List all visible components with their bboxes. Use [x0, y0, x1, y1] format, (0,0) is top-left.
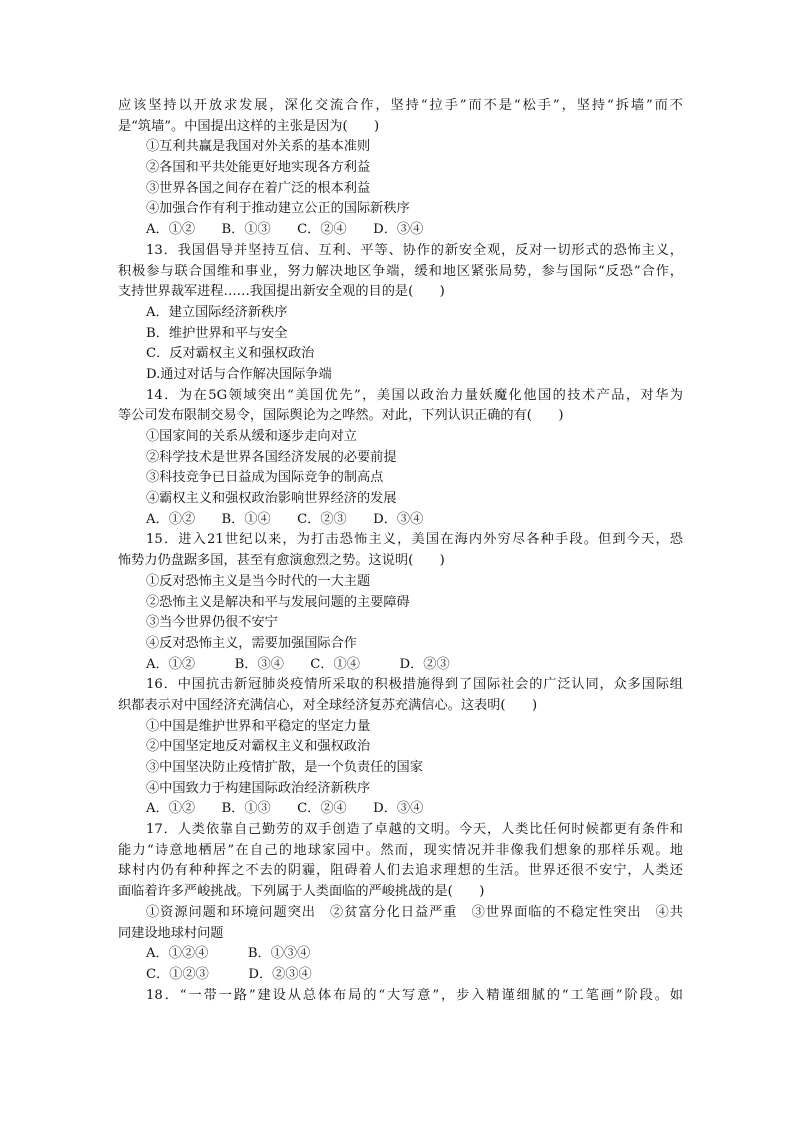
question-text-line: 积极参与联合国维和事业，努力解决地区争端，缓和地区紧张局势，参与国际“反恐”合作，	[118, 263, 683, 279]
answer-option: ③科技竞争已日益成为国际竞争的制高点	[146, 470, 384, 486]
question-17	[118, 820, 683, 986]
answer-choices: A．①② B．①④ C．②③ D．③④	[146, 511, 424, 527]
question-text-line: 17．人类依靠自己勤劳的双手创造了卓越的文明。今天，人类比任何时候都更有条件和	[146, 822, 683, 838]
answer-option: ①中国是维护世界和平稳定的坚定力量	[146, 718, 371, 734]
answer-option: B．维护世界和平与安全	[146, 325, 288, 341]
question-16	[118, 675, 683, 820]
question-text-line: 能力“诗意地栖居”在自己的地球家园中。然而，现实情况并非像我们想象的那样乐观。地	[118, 842, 683, 858]
question-13	[118, 241, 683, 386]
answer-option: D.通过对话与合作解决国际争端	[146, 366, 332, 382]
answer-option: ①资源问题和环境问题突出 ②贫富分化日益严重 ③世界面临的不稳定性突出 ④共	[146, 904, 683, 920]
answer-choices: A．①② B．①③ C．②④ D．③④	[146, 801, 424, 817]
answer-option: A．建立国际经济新秩序	[146, 304, 288, 320]
question-text-line: 等公司发布限制交易令，国际舆论为之哗然。对此，下列认识正确的有( )	[118, 408, 564, 424]
answer-choices: A．①② B．③④ C．①④ D．②③	[146, 656, 450, 672]
answer-option: C．反对霸权主义和强权政治	[146, 346, 315, 362]
answer-option: ②恐怖主义是解决和平与发展问题的主要障碍	[146, 594, 410, 610]
question-text-line: 球村内仍有种种挥之不去的阴霾，阻碍着人们去追求理想的生活。世界还很不安宁，人类还	[118, 863, 683, 879]
question-text-line: 13．我国倡导并坚持互信、互利、平等、协作的新安全观，反对一切形式的恐怖主义，	[146, 242, 683, 258]
exam-page	[118, 96, 683, 1006]
answer-option: ①互利共赢是我国对外关系的基本准则	[146, 139, 371, 155]
question-text-line: 是“筑墙”。中国提出这样的主张是因为( )	[118, 118, 380, 134]
answer-option: ③当今世界仍很不安宁	[146, 615, 278, 631]
answer-choices: A．①② B．①③ C．②④ D．③④	[146, 222, 424, 238]
question-text-line: 16．中国抗击新冠肺炎疫情所采取的积极措施得到了国际社会的广泛认同，众多国际组	[146, 677, 683, 693]
answer-option: ④加强合作有利于推动建立公正的国际新秩序	[146, 201, 410, 217]
answer-option: ②科学技术是世界各国经济发展的必要前提	[146, 449, 397, 465]
answer-option: ④霸权主义和强权政治影响世界经济的发展	[146, 491, 397, 507]
answer-option: ②各国和平共处能更好地实现各方利益	[146, 160, 371, 176]
answer-option: ③世界各国之间存在着广泛的根本利益	[146, 180, 371, 196]
answer-option: ③中国坚决防止疫情扩散，是一个负责任的国家	[146, 760, 423, 775]
question-14	[118, 386, 683, 531]
answer-option: ④反对恐怖主义，需要加强国际合作	[146, 635, 357, 651]
question-text-line: 14．为在5G领域突出“美国优先”，美国以政治力量妖魔化他国的技术产品，对华为	[146, 387, 683, 403]
question-text-line: 面临着许多严峻挑战。下列属于人类面临的严峻挑战的是( )	[118, 884, 485, 900]
question-text-line: 支持世界裁军进程……我国提出新安全观的目的是( )	[118, 284, 445, 300]
answer-option: ④中国致力于构建国际政治经济新秩序	[146, 780, 371, 796]
answer-choices: C．①②③ D．②③④	[146, 966, 312, 982]
answer-option: ①国家间的关系从缓和逐步走向对立	[146, 429, 357, 444]
question-12-continued	[118, 96, 683, 241]
question-18	[118, 986, 683, 1007]
answer-option: ①反对恐怖主义是当今时代的一大主题	[146, 573, 371, 589]
question-text-line: 应该坚持以开放求发展，深化交流合作，坚持“拉手”而不是“松手”，坚持“拆墙”而不	[118, 98, 683, 113]
question-text-line: 怖势力仍盘踞多国，甚至有愈演愈烈之势。这说明( )	[118, 553, 445, 569]
answer-option: 同建设地球村问题	[118, 925, 224, 941]
question-15	[118, 530, 683, 675]
question-text-line: 15．进入21世纪以来，为打击恐怖主义，美国在海内外穷尽各种手段。但到今天，恐	[146, 532, 683, 548]
question-text-line: 织都表示对中国经济充满信心，对全球经济复苏充满信心。这表明( )	[118, 697, 538, 713]
answer-option: ②中国坚定地反对霸权主义和强权政治	[146, 739, 371, 755]
answer-choices: A．①②④ B．①③④	[146, 946, 311, 962]
question-text-line: 18．“一带一路”建设从总体布局的“大写意”，步入精谨细腻的“工笔画”阶段。如	[146, 987, 683, 1003]
